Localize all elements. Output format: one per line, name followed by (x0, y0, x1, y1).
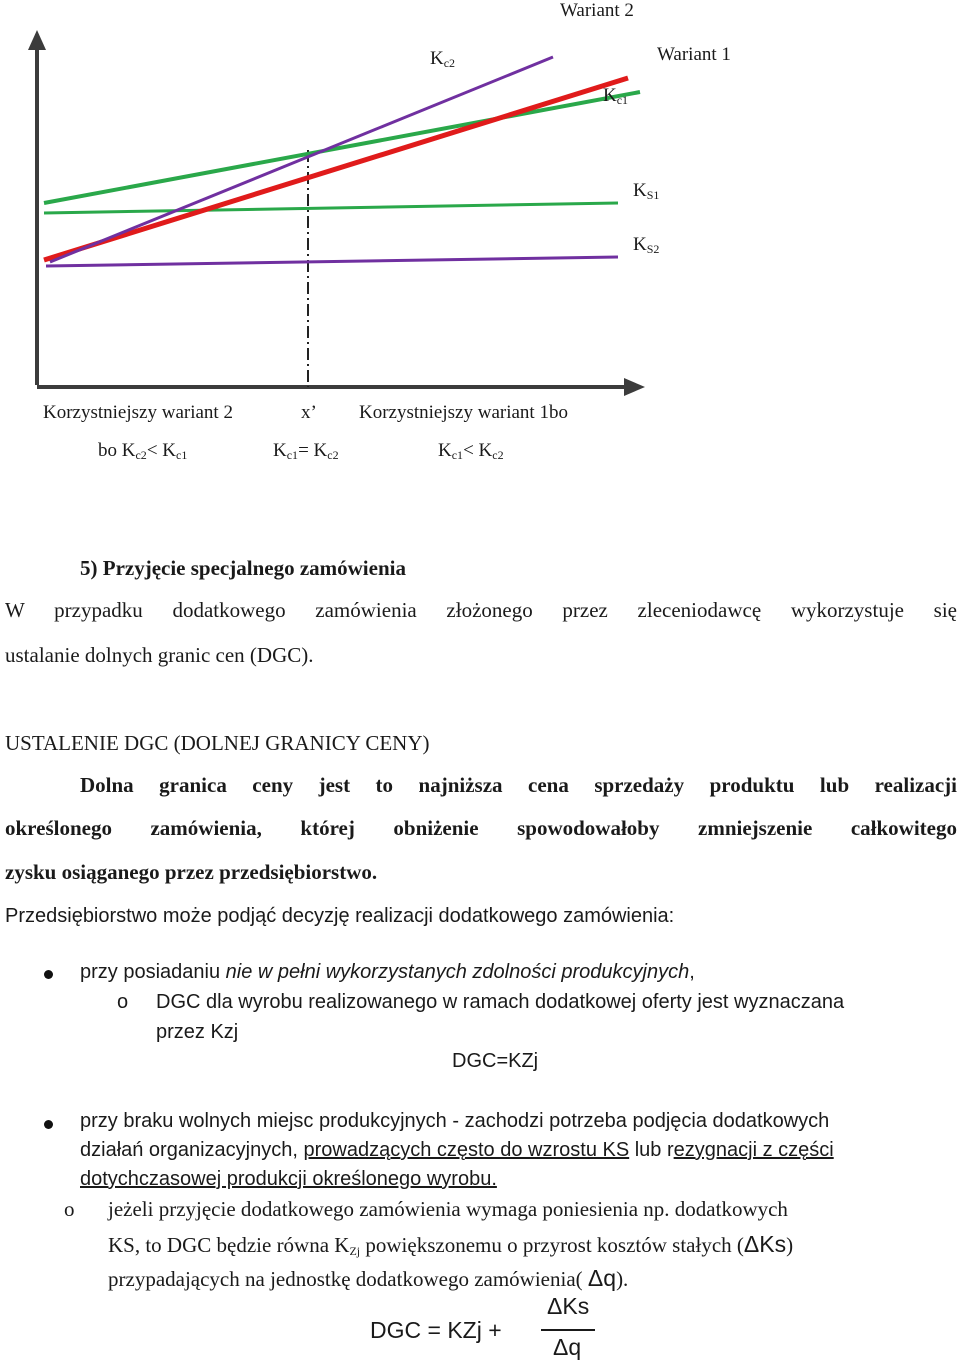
condition-right: $K_{c1}< K_{c2}$ (438, 440, 504, 462)
label-kc1: $K_{c1}$ (603, 85, 629, 107)
label-ks2: $K_{S2}$ (633, 234, 660, 256)
label-korzystniejszy-2: Korzystniejszy wariant 2 (43, 402, 233, 423)
final-formula-numerator: ΔKs (547, 1293, 590, 1319)
section5-paragraph-line2: ustalanie dolnych granic cen (DGC). (5, 643, 314, 667)
label-x-prime: x’ (301, 402, 317, 423)
bullet2-sub-marker: o (64, 1197, 75, 1221)
dgc-definition-line1: Dolna granica ceny jest to najniższa cena sprzedaży produktu lub realizacji (80, 773, 957, 797)
bullet-dot-1 (44, 970, 53, 979)
final-formula-denominator: Δq (553, 1334, 582, 1360)
kc1-red-line (44, 78, 628, 260)
section5-heading: 5) Przyjęcie specjalnego zamówienia (80, 556, 406, 580)
label-ks1: $K_{S1}$ (633, 180, 660, 202)
label-wariant2: Wariant 2 (560, 0, 634, 21)
bullet1-text: przy posiadaniu nie w pełni wykorzystanych zdolności produkcyjnych, (80, 961, 695, 983)
kc2-line (50, 57, 553, 262)
cost-diagram (0, 0, 960, 400)
bullet1-sub-marker: o (117, 991, 129, 1013)
bullet-dot-2 (44, 1120, 53, 1129)
ks2-line (46, 257, 618, 266)
bullet1-formula: DGC=KZj (452, 1050, 539, 1072)
dgc-heading: USTALENIE DGC (DOLNEJ GRANICY CENY) (5, 731, 430, 755)
bullet2-line3: dotychczasowej produkcji określonego wyrobu. (80, 1168, 497, 1190)
final-formula-fraction-bar (541, 1329, 595, 1331)
dgc-definition-line2: określonego zamówienia, której obniżenie spowodowałoby zmniejszenie całkowitego (5, 816, 957, 840)
dgc-definition-line3: zysku osiąganego przez przedsiębiorstwo. (5, 860, 378, 884)
kc1-green-line (44, 92, 640, 203)
dgc-intro: Przedsiębiorstwo może podjąć decyzję realizacji dodatkowego zamówienia: (5, 905, 675, 927)
bullet2-sub-line3: przypadających na jednostkę dodatkowego zamówienia( Δq). (108, 1265, 629, 1291)
bullet2-sub-line1: jeżeli przyjęcie dodatkowego zamówienia wymaga poniesienia np. dodatkowych (108, 1197, 788, 1221)
bullet2-sub-line2: KS, to DGC będzie równa $K_{Zj}$ powiększonemu o przyrost kosztów stałych (ΔKs) (108, 1231, 794, 1258)
final-formula-lhs: DGC = KZj + (370, 1317, 502, 1343)
section5-paragraph-line1: W przypadku dodatkowego zamówienia złożonego przez zleceniodawcę wykorzystuje się (5, 598, 957, 622)
bullet2-line1: przy braku wolnych miejsc produkcyjnych - zachodzi potrzeba podjęcia dodatkowych (80, 1110, 830, 1132)
label-wariant1: Wariant 1 (657, 44, 731, 65)
condition-left: bo $K_{c2}< K_{c1}$ (98, 440, 188, 462)
bullet2-line2: działań organizacyjnych, prowadzących często do wzrostu KS lub rezygnacji z części (80, 1139, 834, 1161)
ks1-line (44, 203, 618, 213)
label-korzystniejszy-1: Korzystniejszy wariant 1bo (359, 402, 568, 423)
bullet1-sub-line2: przez Kzj (156, 1021, 239, 1043)
condition-mid: $K_{c1}= K_{c2}$ (273, 440, 339, 462)
x-axis-arrow (624, 378, 645, 396)
label-kc2: $K_{c2}$ (430, 48, 456, 70)
y-axis-arrow (28, 30, 46, 50)
bullet1-sub-line1: DGC dla wyrobu realizowanego w ramach dodatkowej oferty jest wyznaczana (156, 991, 845, 1013)
